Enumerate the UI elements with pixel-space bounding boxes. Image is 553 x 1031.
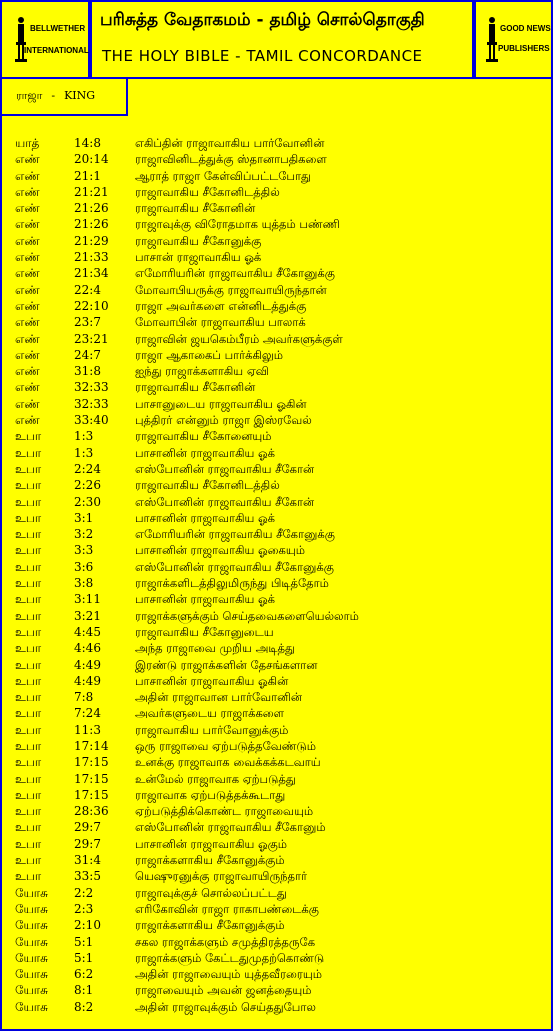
list-item — [0, 396, 553, 412]
row-text: எஸ்போனின் ராஜாவாகிய சீகோனும் — [135, 820, 326, 835]
row-text: ராஜாவாகிய பார்வோனுக்கும் — [135, 722, 289, 737]
list-item — [0, 787, 553, 803]
list-item — [0, 559, 553, 575]
goodnews-line2: PUBLISHERS — [498, 44, 550, 53]
row-book: யோசு — [15, 901, 48, 916]
row-reference: 33:5 — [74, 869, 101, 884]
row-text: எமோரியரின் ராஜாவாகிய சீகோனுக்கு — [135, 527, 335, 542]
row-text: ராஜாவின் ஜயகெம்பீரம் அவர்களுக்குள் — [135, 331, 343, 346]
row-book: உபா — [15, 624, 42, 639]
list-item — [0, 999, 553, 1015]
row-reference: 14:8 — [74, 136, 101, 150]
list-item — [0, 135, 553, 151]
row-reference: 8:1 — [74, 983, 94, 998]
row-text: புத்திரர் என்னும் ராஜா இஸ்ரவேல் — [135, 413, 312, 428]
row-reference: 8:2 — [74, 999, 94, 1014]
row-text: ராஜாவுக்குச் சொல்லப்பட்டது — [135, 885, 287, 900]
list-item — [0, 852, 553, 868]
row-reference: 29:7 — [74, 820, 101, 835]
list-item — [0, 885, 553, 901]
row-text: ராஜாவாகிய சீகோனின் — [135, 380, 256, 395]
row-book: உபா — [15, 494, 42, 509]
row-text: எமோரியரின் ராஜாவாகிய சீகோனுக்கு — [135, 266, 335, 281]
row-reference: 11:3 — [74, 722, 101, 737]
row-text: பாசான் ராஜாவாகிய ஓக் — [135, 250, 262, 265]
row-text: பாசானின் ராஜாவாகிய ஓக் — [135, 592, 276, 607]
list-item — [0, 526, 553, 542]
row-book: உபா — [15, 820, 42, 835]
row-text: உன்மேல் ராஜாவாக ஏற்படுத்து — [135, 771, 296, 786]
list-item — [0, 298, 553, 314]
list-item — [0, 917, 553, 933]
row-book: யோசு — [15, 950, 48, 965]
row-text: ராஜாக்களிடத்திலுமிருந்து பிடித்தோம் — [135, 576, 329, 591]
row-book: எண் — [15, 184, 40, 199]
row-book: எண் — [15, 413, 40, 428]
row-reference: 7:24 — [74, 706, 101, 721]
row-reference: 2:2 — [74, 885, 94, 900]
list-item — [0, 412, 553, 428]
row-book: எண் — [15, 266, 40, 281]
row-reference: 31:4 — [74, 853, 101, 868]
subtitle-box — [0, 79, 128, 116]
row-book: உபா — [15, 755, 42, 770]
row-text: அதின் ராஜாவான பார்வோனின் — [135, 690, 303, 705]
row-text: ராஜாவையும் அவன் ஜனத்தையும் — [135, 983, 312, 998]
list-item — [0, 689, 553, 705]
list-item — [0, 249, 553, 265]
row-book: யோசு — [15, 918, 48, 933]
row-book: உபா — [15, 559, 42, 574]
subtitle-tamil: ராஜா — [16, 89, 43, 102]
row-book: உபா — [15, 429, 42, 444]
row-reference: 17:15 — [74, 771, 109, 786]
title-english: THE HOLY BIBLE - TAMIL CONCORDANCE — [102, 47, 423, 65]
row-reference: 21:29 — [74, 233, 109, 248]
row-reference: 6:2 — [74, 967, 94, 982]
row-text: ஒரு ராஜாவை ஏற்படுத்தவேண்டும் — [135, 738, 316, 753]
row-reference: 4:46 — [74, 641, 101, 656]
list-item — [0, 331, 553, 347]
row-text: அவர்களுடைய ராஜாக்களை — [135, 706, 285, 721]
row-text: ராஜா ஆகாகைப் பார்க்கிலும் — [135, 347, 284, 362]
row-reference: 23:7 — [74, 315, 101, 330]
row-book: உபா — [15, 771, 42, 786]
row-reference: 22:10 — [74, 298, 109, 313]
list-item — [0, 754, 553, 770]
title-box — [90, 0, 474, 79]
row-text: ராஜாக்களாகிய சீகோனுக்கும் — [135, 918, 285, 933]
bellwether-line1: BELLWETHER — [30, 24, 86, 33]
list-item — [0, 868, 553, 884]
row-reference: 23:21 — [74, 331, 109, 346]
row-book: உபா — [15, 527, 42, 542]
row-book: எண் — [15, 217, 40, 232]
list-item — [0, 803, 553, 819]
row-reference: 3:8 — [74, 576, 94, 591]
row-reference: 1:3 — [74, 445, 94, 460]
list-item — [0, 657, 553, 673]
row-text: எஸ்போனின் ராஜாவாகிய சீகோனுக்கு — [135, 559, 334, 574]
row-text: அதின் ராஜாவையும் யுத்தவீரரையும் — [135, 967, 322, 982]
row-book: எண் — [15, 315, 40, 330]
list-item — [0, 819, 553, 835]
title-tamil: பரிசுத்த வேதாகமம் - தமிழ் சொல்தொகுதி — [100, 10, 425, 30]
list-item — [0, 673, 553, 689]
row-text: ஐந்து ராஜாக்களாகிய ஏவி — [135, 364, 269, 379]
row-reference: 2:24 — [74, 461, 101, 476]
list-item — [0, 184, 553, 200]
list-item — [0, 168, 553, 184]
row-book: உபா — [15, 706, 42, 721]
list-item — [0, 461, 553, 477]
row-reference: 3:3 — [74, 543, 94, 558]
row-book: உபா — [15, 673, 42, 688]
row-text: ராஜாவாகிய சீகோனுடைய — [135, 624, 274, 639]
row-book: எண் — [15, 201, 40, 216]
list-item — [0, 771, 553, 787]
list-item — [0, 265, 553, 281]
list-item — [0, 314, 553, 330]
row-reference: 21:1 — [74, 168, 101, 183]
row-book: உபா — [15, 657, 42, 672]
row-book: யோசு — [15, 934, 48, 949]
row-book: உபா — [15, 738, 42, 753]
row-text: ராஜாக்களும் கேட்டதுமுதற்கொண்டு — [135, 950, 325, 965]
list-item — [0, 575, 553, 591]
list-item — [0, 950, 553, 966]
row-book: எண் — [15, 233, 40, 248]
row-reference: 21:33 — [74, 250, 109, 265]
row-book: உபா — [15, 461, 42, 476]
row-reference: 2:3 — [74, 901, 94, 916]
row-text: எஸ்போனின் ராஜாவாகிய சீகோன் — [135, 461, 315, 476]
subtitle-english: KING — [64, 89, 96, 102]
list-item — [0, 966, 553, 982]
row-reference: 20:14 — [74, 152, 109, 167]
row-reference: 28:36 — [74, 804, 109, 819]
list-item — [0, 347, 553, 363]
row-text: பாசானின் ராஜாவாகிய ஓக் — [135, 510, 276, 525]
list-item — [0, 363, 553, 379]
row-text: பாசானுடைய ராஜாவாகிய ஓகின் — [135, 396, 307, 411]
row-text: ராஜாவினிடத்துக்கு ஸ்தானாபதிகளை — [135, 152, 327, 167]
row-text: சகல ராஜாக்களும் சமுத்திரத்தருகே — [135, 934, 316, 949]
row-reference: 33:40 — [74, 413, 109, 428]
row-book: எண் — [15, 152, 40, 167]
row-text: எரிகோவின் ராஜா ராகாபண்டைக்கு — [135, 901, 319, 916]
row-text: மோவாபின் ராஜாவாகிய பாலாக் — [135, 315, 306, 330]
list-item — [0, 705, 553, 721]
list-item — [0, 151, 553, 167]
row-book: எண் — [15, 168, 40, 183]
row-book: உபா — [15, 510, 42, 525]
row-text: மோவாபியருக்கு ராஜாவாயிருந்தான் — [135, 282, 327, 297]
row-text: ஏற்படுத்திக்கொண்ட ராஜாவையும் — [135, 804, 314, 819]
row-text: ராஜாவாக ஏற்படுத்தக்கூடாது — [135, 787, 286, 802]
row-reference: 1:3 — [74, 429, 94, 444]
list-item — [0, 200, 553, 216]
row-reference: 3:21 — [74, 608, 101, 623]
row-reference: 21:34 — [74, 266, 109, 281]
row-text: ராஜாவுக்கு விரோதமாக யுத்தம் பண்ணி — [135, 217, 340, 232]
row-book: யோசு — [15, 967, 48, 982]
list-item — [0, 608, 553, 624]
row-reference: 32:33 — [74, 396, 109, 411]
list-item — [0, 379, 553, 395]
list-item — [0, 477, 553, 493]
row-book: உபா — [15, 722, 42, 737]
row-book: உபா — [15, 478, 42, 493]
list-item — [0, 445, 553, 461]
row-text: ராஜாவாகிய சீகோனிடத்தில் — [135, 478, 280, 493]
bellwether-line2: INTERNATIONAL — [24, 46, 89, 55]
list-item — [0, 282, 553, 298]
subtitle-separator: - — [51, 89, 56, 102]
row-reference: 2:10 — [74, 918, 101, 933]
row-reference: 21:21 — [74, 184, 109, 199]
row-book: எண் — [15, 396, 40, 411]
row-book: எண் — [15, 282, 40, 297]
row-book: யாத் — [15, 136, 40, 150]
row-reference: 24:7 — [74, 347, 101, 362]
figure-icon — [485, 16, 499, 64]
row-book: எண் — [15, 380, 40, 395]
row-text: அதின் ராஜாவுக்கும் செய்ததுபோல — [135, 999, 316, 1014]
row-book: எண் — [15, 331, 40, 346]
row-text: அந்த ராஜாவை முறிய அடித்து — [135, 641, 295, 656]
row-book: உபா — [15, 836, 42, 851]
row-reference: 29:7 — [74, 836, 101, 851]
row-book: உபா — [15, 608, 42, 623]
row-book: எண் — [15, 298, 40, 313]
row-book: உபா — [15, 641, 42, 656]
row-reference: 32:33 — [74, 380, 109, 395]
row-reference: 3:11 — [74, 592, 101, 607]
row-book: உபா — [15, 787, 42, 802]
row-book: உபா — [15, 543, 42, 558]
goodnews-logo — [474, 0, 553, 79]
row-book: உபா — [15, 804, 42, 819]
list-item — [0, 722, 553, 738]
row-book: யோசு — [15, 983, 48, 998]
list-item — [0, 901, 553, 917]
row-reference: 22:4 — [74, 282, 101, 297]
header — [0, 0, 553, 79]
row-text: இரண்டு ராஜாக்களின் தேசங்களான — [135, 657, 318, 672]
row-book: யோசு — [15, 885, 48, 900]
row-book: எண் — [15, 347, 40, 362]
row-reference: 2:30 — [74, 494, 101, 509]
row-text: ராஜாவாகிய சீகோனுக்கு — [135, 233, 262, 248]
row-reference: 4:49 — [74, 657, 101, 672]
row-reference: 17:14 — [74, 738, 109, 753]
row-text: பாசானின் ராஜாவாகிய ஓகும் — [135, 836, 288, 851]
row-book: உபா — [15, 592, 42, 607]
row-text: ராஜாவாகிய சீகோனிடத்தில் — [135, 184, 280, 199]
row-book: எண் — [15, 250, 40, 265]
list-item — [0, 591, 553, 607]
list-item — [0, 738, 553, 754]
row-text: பாசானின் ராஜாவாகிய ஓகின் — [135, 673, 289, 688]
row-book: உபா — [15, 445, 42, 460]
list-item — [0, 934, 553, 950]
row-reference: 3:2 — [74, 527, 94, 542]
row-reference: 3:6 — [74, 559, 94, 574]
list-item — [0, 494, 553, 510]
row-text: யெஷுரனுக்கு ராஜாவாயிருந்தார் — [135, 869, 308, 884]
row-text: எஸ்போனின் ராஜாவாகிய சீகோன் — [135, 494, 315, 509]
row-reference: 4:49 — [74, 673, 101, 688]
row-reference: 5:1 — [74, 950, 94, 965]
row-text: உனக்கு ராஜாவாக வைக்கக்கடவாய் — [135, 755, 321, 770]
concordance-list — [0, 135, 553, 1015]
row-text: பாசானின் ராஜாவாகிய ஓக் — [135, 445, 276, 460]
row-text: ராஜாவாகிய சீகோனையும் — [135, 429, 272, 444]
list-item — [0, 233, 553, 249]
row-text: ஆராத் ராஜா கேள்விப்பட்டபோது — [135, 168, 311, 183]
bellwether-logo — [0, 0, 90, 79]
row-reference: 21:26 — [74, 217, 109, 232]
row-book: உபா — [15, 853, 42, 868]
row-reference: 17:15 — [74, 787, 109, 802]
row-text: பாசானின் ராஜாவாகிய ஓகையும் — [135, 543, 306, 558]
row-text: ராஜாக்களாகிய சீகோனுக்கும் — [135, 853, 285, 868]
row-book: உபா — [15, 690, 42, 705]
row-reference: 4:45 — [74, 624, 101, 639]
list-item — [0, 510, 553, 526]
list-item — [0, 640, 553, 656]
goodnews-line1: GOOD NEWS — [500, 24, 551, 33]
list-item — [0, 428, 553, 444]
row-text: ராஜா அவர்களை என்னிடத்துக்கு — [135, 298, 307, 313]
row-book: உபா — [15, 869, 42, 884]
row-text: ராஜாவாகிய சீகோனின் — [135, 201, 256, 216]
row-reference: 2:26 — [74, 478, 101, 493]
list-item — [0, 982, 553, 998]
row-reference: 5:1 — [74, 934, 94, 949]
row-reference: 7:8 — [74, 690, 94, 705]
row-text: எகிப்தின் ராஜாவாகிய பார்வோனின் — [135, 136, 325, 150]
list-item — [0, 216, 553, 232]
row-reference: 3:1 — [74, 510, 94, 525]
subtitle — [16, 89, 95, 104]
list-item — [0, 836, 553, 852]
row-book: உபா — [15, 576, 42, 591]
row-reference: 17:15 — [74, 755, 109, 770]
list-item — [0, 624, 553, 640]
row-book: எண் — [15, 364, 40, 379]
list-item — [0, 542, 553, 558]
row-book: யோசு — [15, 999, 48, 1014]
row-reference: 21:26 — [74, 201, 109, 216]
row-text: ராஜாக்களுக்கும் செய்தவைகளையெல்லாம் — [135, 608, 359, 623]
row-reference: 31:8 — [74, 364, 101, 379]
